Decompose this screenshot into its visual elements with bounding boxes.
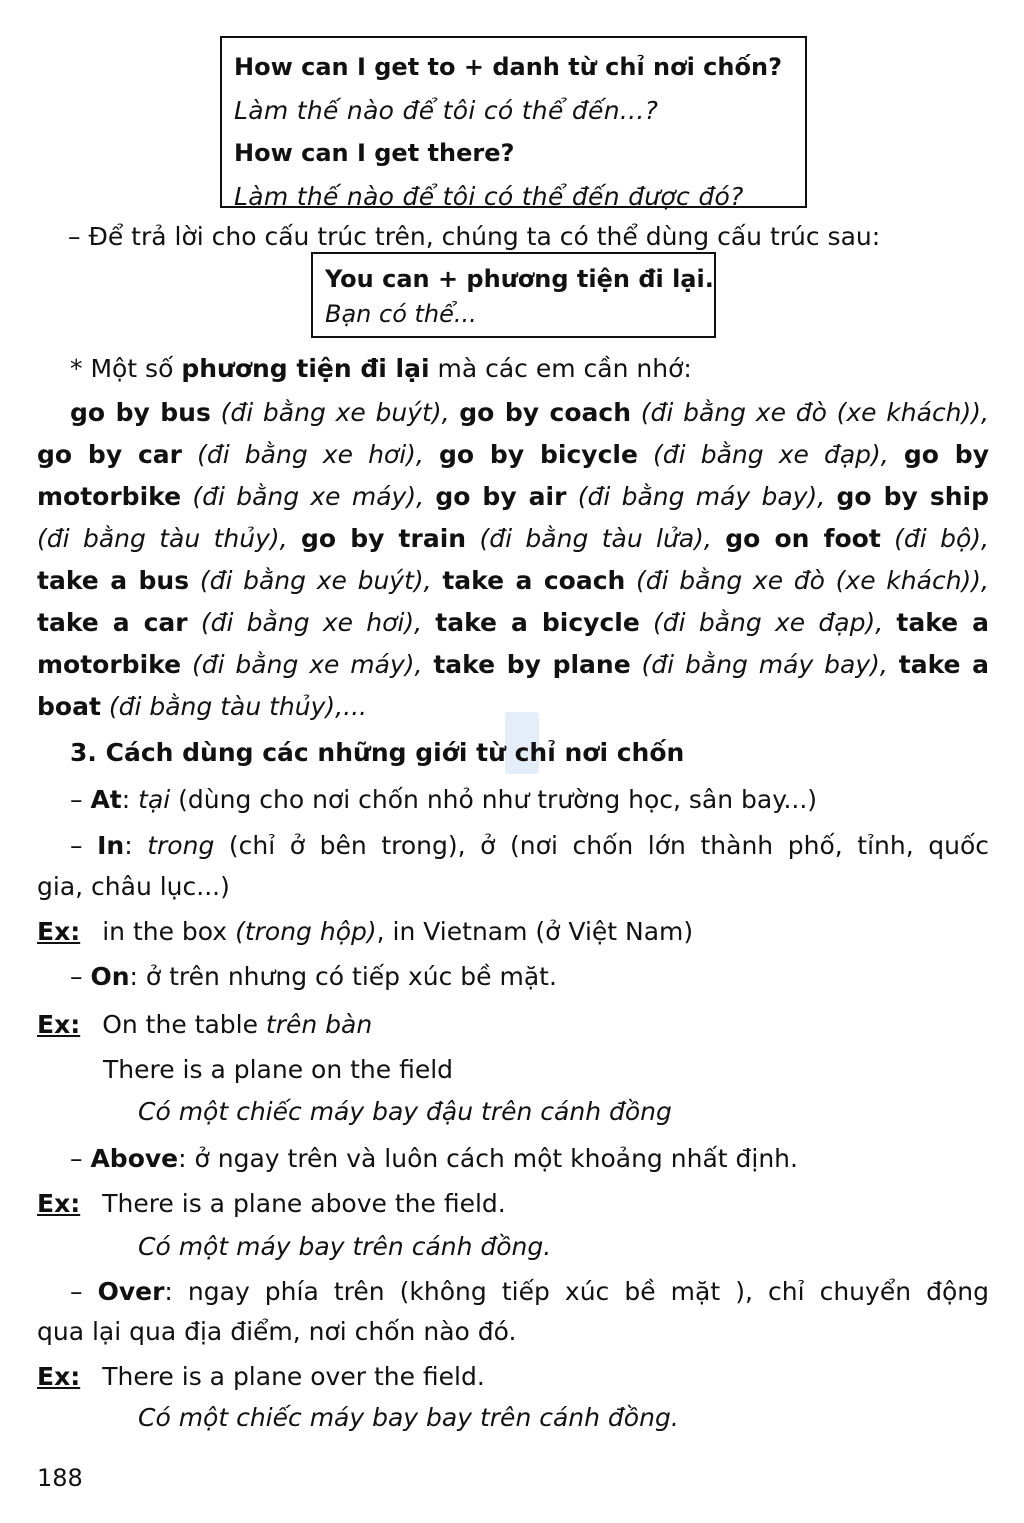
over-label: Over bbox=[97, 1277, 165, 1306]
vehicle-phrase: go by car bbox=[37, 440, 183, 469]
example-2-b: trên bàn bbox=[265, 1010, 373, 1039]
example-4-translation: Có một chiếc máy bay bay trên cánh đồng. bbox=[138, 1403, 679, 1432]
intro-text: – Để trả lời cho cấu trúc trên, chúng ta có thể dùng cấu trúc sau: bbox=[68, 222, 881, 251]
section-3-heading: 3. Cách dùng các những giới từ chỉ nơi chốn bbox=[70, 738, 685, 767]
vehicle-phrase: take a bicycle bbox=[435, 608, 640, 637]
vehicle-phrase: go by air bbox=[435, 482, 567, 511]
question-2: How can I get there? bbox=[234, 139, 515, 167]
vehicle-translation: (đi bằng máy bay), bbox=[630, 650, 899, 679]
page-number: 188 bbox=[37, 1464, 83, 1492]
answer-translation: Bạn có thể... bbox=[325, 300, 477, 328]
example-4-sentence: There is a plane over the field. bbox=[102, 1362, 485, 1391]
example-1-a: in the box bbox=[102, 917, 236, 946]
vehicle-translation: (đi bằng xe đạp), bbox=[637, 440, 904, 469]
over-definition-line-2: qua lại qua địa điểm, nơi chốn nào đó. bbox=[37, 1317, 517, 1346]
answer: You can + phương tiện đi lại. bbox=[325, 265, 714, 293]
vehicle-line bbox=[37, 524, 989, 553]
example-4 bbox=[37, 1362, 485, 1391]
on-label: On bbox=[90, 962, 130, 991]
example-2-translation: Có một chiếc máy bay đậu trên cánh đồng bbox=[138, 1097, 672, 1126]
vehicle-translation: (đi bằng xe đạp), bbox=[639, 608, 897, 637]
in-definition-line-2: gia, châu lục...) bbox=[37, 872, 230, 901]
vehicle-phrase: take a coach bbox=[442, 566, 626, 595]
vehicles-heading-pre: * Một số bbox=[70, 354, 182, 383]
question-structure-box bbox=[220, 36, 807, 211]
example-1-c: , in Vietnam (ở Việt Nam) bbox=[376, 917, 694, 946]
question-1: How can I get to + danh từ chỉ nơi chốn? bbox=[234, 53, 782, 81]
example-label: Ex: bbox=[37, 917, 81, 946]
in-definition-line-1: – In: trong (chỉ ở bên trong), ở (nơi chốn lớn thành phố, tỉnh, quốc bbox=[70, 831, 989, 860]
example-2-sentence: There is a plane on the field bbox=[103, 1055, 454, 1084]
at-word: tại bbox=[138, 785, 171, 814]
over-desc-1: : ngay phía trên (không tiếp xúc bề mặt ), chỉ chuyển động bbox=[164, 1277, 989, 1306]
vehicle-phrase: take a bus bbox=[37, 566, 190, 595]
vehicle-line bbox=[37, 650, 989, 679]
above-definition: – Above: ở ngay trên và luôn cách một khoảng nhất định. bbox=[70, 1144, 798, 1173]
vehicle-translation: (đi bằng xe buýt), bbox=[189, 566, 443, 595]
vehicle-translation: (đi bằng xe đò (xe khách)), bbox=[631, 398, 989, 427]
example-3-translation: Có một máy bay trên cánh đồng. bbox=[138, 1232, 552, 1261]
vehicle-translation: (đi bằng tàu thủy),... bbox=[100, 692, 367, 721]
vehicles-heading-bold: phương tiện đi lại bbox=[181, 354, 430, 383]
at-desc: (dùng cho nơi chốn nhỏ như trường học, sân bay...) bbox=[170, 785, 818, 814]
vehicle-line bbox=[37, 440, 989, 469]
vehicle-phrase: boat bbox=[37, 692, 101, 721]
in-label: In bbox=[97, 831, 125, 860]
vehicle-phrase: take a car bbox=[37, 608, 188, 637]
question-1-translation: Làm thế nào để tôi có thể đến...? bbox=[234, 96, 659, 125]
vehicle-phrase: go by bbox=[903, 440, 990, 469]
answer-structure-box bbox=[311, 252, 716, 338]
at-definition: – At: tại (dùng cho nơi chốn nhỏ như trường học, sân bay...) bbox=[70, 785, 818, 814]
vehicle-line bbox=[37, 608, 989, 637]
example-2 bbox=[37, 1010, 372, 1039]
vehicle-phrase: motorbike bbox=[37, 482, 182, 511]
vehicle-phrase: go by bicycle bbox=[439, 440, 638, 469]
vehicle-translation: (đi bằng tàu lửa), bbox=[466, 524, 726, 553]
vehicle-line bbox=[70, 398, 989, 427]
vehicle-line bbox=[37, 566, 989, 595]
at-label: At bbox=[90, 785, 122, 814]
vehicle-phrase: motorbike bbox=[37, 650, 182, 679]
vehicle-phrase: go by ship bbox=[836, 482, 989, 511]
vehicle-phrase: go on foot bbox=[725, 524, 881, 553]
example-2-a: On the table bbox=[102, 1010, 266, 1039]
vehicle-translation: (đi bằng xe buýt), bbox=[210, 398, 460, 427]
vehicle-line bbox=[37, 692, 367, 721]
example-3 bbox=[37, 1189, 506, 1218]
vehicle-translation: (đi bằng tàu thủy), bbox=[37, 524, 301, 553]
vehicle-phrase: take a bbox=[898, 650, 989, 679]
example-1 bbox=[37, 917, 693, 946]
vehicle-translation: (đi bằng xe hơi), bbox=[182, 440, 439, 469]
above-desc: : ở ngay trên và luôn cách một khoảng nhất định. bbox=[178, 1144, 798, 1173]
over-definition-line-1: – Over: ngay phía trên (không tiếp xúc bề mặt ), chỉ chuyển động bbox=[70, 1277, 989, 1306]
vehicle-phrase: take a bbox=[896, 608, 990, 637]
vehicle-phrase: go by bus bbox=[70, 398, 211, 427]
vehicle-translation: (đi bằng xe hơi), bbox=[187, 608, 436, 637]
vehicle-phrase: go by train bbox=[300, 524, 467, 553]
example-3-sentence: There is a plane above the field. bbox=[102, 1189, 506, 1218]
example-1-b: (trong hộp) bbox=[235, 917, 377, 946]
vehicle-translation: (đi bộ), bbox=[880, 524, 989, 553]
above-label: Above bbox=[90, 1144, 179, 1173]
on-definition: – On: ở trên nhưng có tiếp xúc bề mặt. bbox=[70, 962, 557, 991]
example-label: Ex: bbox=[37, 1362, 81, 1391]
on-desc: : ở trên nhưng có tiếp xúc bề mặt. bbox=[129, 962, 557, 991]
in-desc-1: (chỉ ở bên trong), ở (nơi chốn lớn thành phố, tỉnh, quốc bbox=[214, 831, 989, 860]
in-word: trong bbox=[147, 831, 215, 860]
vehicles-heading bbox=[70, 354, 692, 383]
vehicle-phrase: go by coach bbox=[459, 398, 632, 427]
vehicles-heading-post: mà các em cần nhớ: bbox=[429, 354, 692, 383]
example-label: Ex: bbox=[37, 1189, 81, 1218]
example-label: Ex: bbox=[37, 1010, 81, 1039]
question-2-translation: Làm thế nào để tôi có thể đến được đó? bbox=[234, 182, 744, 211]
vehicle-translation: (đi bằng máy bay), bbox=[566, 482, 837, 511]
vehicle-translation: (đi bằng xe đò (xe khách)), bbox=[625, 566, 989, 595]
vehicle-phrase: take by plane bbox=[433, 650, 631, 679]
vehicle-translation: (đi bằng xe máy), bbox=[181, 650, 434, 679]
vehicle-translation: (đi bằng xe máy), bbox=[181, 482, 436, 511]
vehicle-line bbox=[37, 482, 989, 511]
